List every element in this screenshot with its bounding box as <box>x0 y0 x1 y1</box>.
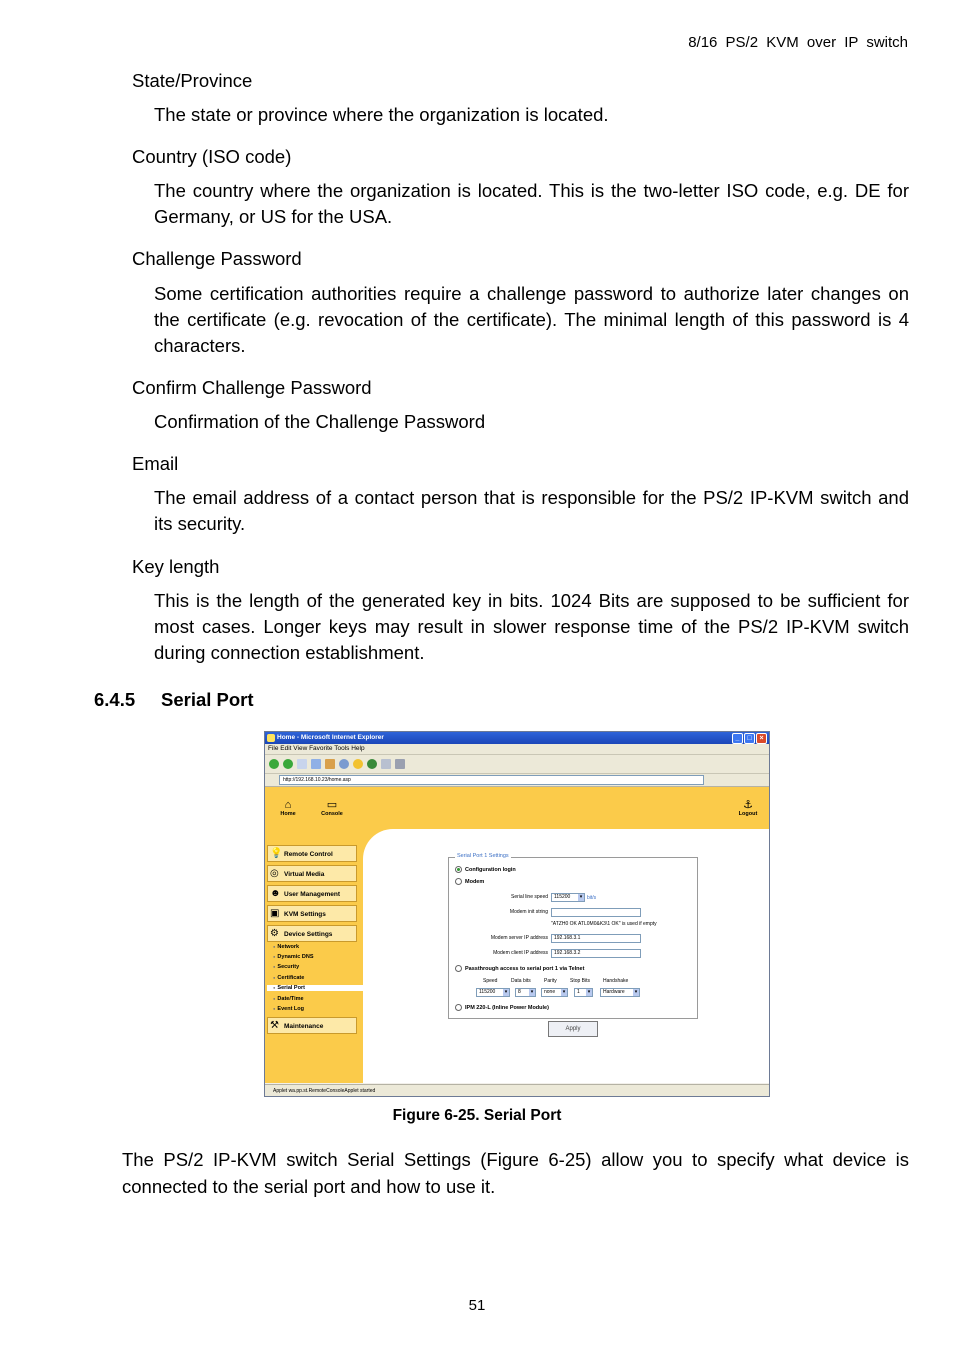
console-icon: ▭ <box>326 799 338 811</box>
term-description: The country where the organization is located. This is the two-letter ISO code, e.g. DE for Germany, or US for the USA. <box>154 180 909 227</box>
option-ipm[interactable]: IPM 220-L (Inline Power Module) <box>455 1004 549 1011</box>
section-title: Serial Port <box>161 689 254 710</box>
init-note: "ATZH0 OK ATL0M0&K3\1 OK" is used if empty <box>551 921 657 927</box>
browser-statusbar: Applet wa.pp.st.RemoteConsoleApplet started <box>265 1084 769 1096</box>
subnav-serial-port[interactable]: ● Serial Port <box>267 985 369 991</box>
term: Challenge Password <box>132 248 302 269</box>
init-label: Modem init string <box>509 909 548 915</box>
init-string-input[interactable] <box>551 908 641 917</box>
home-browser-icon[interactable] <box>325 759 335 769</box>
speed-unit: bit/s <box>587 895 597 901</box>
option-configuration-login[interactable]: Configuration login <box>455 866 516 873</box>
page-number: 51 <box>468 1297 486 1314</box>
favorites-icon[interactable] <box>353 759 363 769</box>
tools-icon: ⚒ <box>270 1020 279 1031</box>
pass-speed-select[interactable]: 115200 ▾ <box>476 988 510 997</box>
speed-label: Serial line speed <box>511 894 548 900</box>
print-icon[interactable] <box>395 759 405 769</box>
users-icon: ☻ <box>270 888 281 899</box>
web-content <box>265 787 769 1083</box>
radio[interactable] <box>455 1004 462 1011</box>
server-ip-label: Modem server IP address <box>490 935 548 941</box>
pass-handshake-select[interactable]: Hardware ▾ <box>600 988 640 997</box>
term-description: The email address of a contact person that is responsible for the PS/2 IP-KVM switch and its security. <box>154 487 909 534</box>
term: Key length <box>132 556 220 577</box>
browser-titlebar <box>265 732 769 744</box>
home-icon: ⌂ <box>284 799 292 811</box>
browser-menubar[interactable]: File Edit View Favorite Tools Help <box>265 744 769 755</box>
refresh-icon[interactable] <box>311 759 321 769</box>
history-icon[interactable] <box>367 759 377 769</box>
subnav-event-log[interactable]: ● Event Log <box>273 1006 304 1012</box>
radio-selected[interactable] <box>455 866 462 873</box>
running-header: 8/16 PS/2 KVM over IP switch <box>688 34 908 51</box>
nav-user-management[interactable]: ☻ User Management <box>267 885 357 902</box>
client-ip-input[interactable]: 192.168.3.2 <box>551 949 641 958</box>
anchor-icon: ⚓ <box>743 799 753 811</box>
address-bar <box>265 774 769 787</box>
radio[interactable] <box>455 878 462 885</box>
nav-remote-control[interactable]: 💡 Remote Control <box>267 845 357 862</box>
subnav-security[interactable]: ● Security <box>273 964 299 970</box>
option-modem[interactable]: Modem <box>455 878 484 885</box>
option-passthrough[interactable]: Passthrough access to serial port 1 via Telnet <box>455 965 584 972</box>
subnav-date-time[interactable]: ● Date/Time <box>273 996 304 1002</box>
col-speed: Speed <box>483 978 498 984</box>
browser-toolbar <box>265 755 769 774</box>
apply-button[interactable]: Apply <box>548 1021 598 1037</box>
nav-kvm-settings[interactable]: ▣ KVM Settings <box>267 905 357 922</box>
device-icon: ⚙ <box>270 928 279 939</box>
term: Confirm Challenge Password <box>132 377 372 398</box>
col-parity: Parity <box>544 978 557 984</box>
subnav-dynamic-dns[interactable]: ● Dynamic DNS <box>273 954 314 960</box>
monitor-icon: ▣ <box>270 908 280 919</box>
console-link[interactable]: ▭ Console <box>317 799 347 817</box>
lightbulb-icon: 💡 <box>270 848 283 859</box>
serial-settings-group <box>448 853 698 1019</box>
pass-stopbits-select[interactable]: 1 ▾ <box>574 988 593 997</box>
body-paragraph: The PS/2 IP-KVM switch Serial Settings (Figure 6-25) allow you to specify what device is connected to the serial port and how to use it. <box>122 1149 909 1197</box>
search-icon[interactable] <box>339 759 349 769</box>
term: State/Province <box>132 70 253 91</box>
logout-link[interactable]: ⚓ Logout <box>733 799 763 817</box>
browser-title: Home - Microsoft Internet Explorer <box>277 734 384 741</box>
section-number: 6.4.5 <box>94 689 136 710</box>
server-ip-input[interactable]: 192.168.3.1 <box>551 934 641 943</box>
mail-icon[interactable] <box>381 759 391 769</box>
radio[interactable] <box>455 965 462 972</box>
pass-databits-select[interactable]: 8 ▾ <box>515 988 536 997</box>
forward-icon[interactable] <box>283 759 293 769</box>
subnav-network[interactable]: ● Network <box>273 944 299 950</box>
section-heading <box>94 689 254 711</box>
term-description: This is the length of the generated key in bits. 1024 Bits are supposed to be sufficient for most cases. Longer keys may result in slower response time of the PS/2 IP-KVM switch during connection establishment. <box>154 590 909 663</box>
minimize-icon[interactable]: _ <box>732 733 743 744</box>
term-description: The state or province where the organization is located. <box>154 104 609 125</box>
term-description: Confirmation of the Challenge Password <box>154 411 486 432</box>
col-stop-bits: Stop Bits <box>570 978 591 984</box>
speed-select[interactable]: 115200 ▾ <box>551 893 585 902</box>
group-legend: Serial Port 1 Settings <box>457 853 509 859</box>
pass-parity-select[interactable]: none ▾ <box>541 988 568 997</box>
serial-port-screenshot <box>264 731 770 1097</box>
term-description: Some certification authorities require a challenge password to authorize later changes on the certificate (e.g. revocation of the certificate). The minimal length of this password is 4 characters. <box>154 283 909 356</box>
disc-icon: ◎ <box>270 868 279 879</box>
address-input[interactable]: http://192.168.10.23/home.asp <box>279 775 704 785</box>
ie-icon <box>267 734 275 742</box>
close-icon[interactable]: × <box>756 733 767 744</box>
stop-icon[interactable] <box>297 759 307 769</box>
term: Email <box>132 453 179 474</box>
nav-maintenance[interactable]: ⚒ Maintenance <box>267 1017 357 1034</box>
back-icon[interactable] <box>269 759 279 769</box>
home-link[interactable]: ⌂ Home <box>273 799 303 817</box>
term: Country (ISO code) <box>132 146 292 167</box>
subnav-certificate[interactable]: ● Certificate <box>273 975 304 981</box>
maximize-icon[interactable]: □ <box>744 733 755 744</box>
col-handshake: Handshake <box>603 978 629 984</box>
client-ip-label: Modem client IP address <box>493 950 548 956</box>
col-data-bits: Data bits <box>511 978 531 984</box>
nav-device-settings[interactable]: ⚙ Device Settings <box>267 925 357 942</box>
nav-virtual-media[interactable]: ◎ Virtual Media <box>267 865 357 882</box>
figure-caption: Figure 6-25. Serial Port <box>392 1107 562 1124</box>
